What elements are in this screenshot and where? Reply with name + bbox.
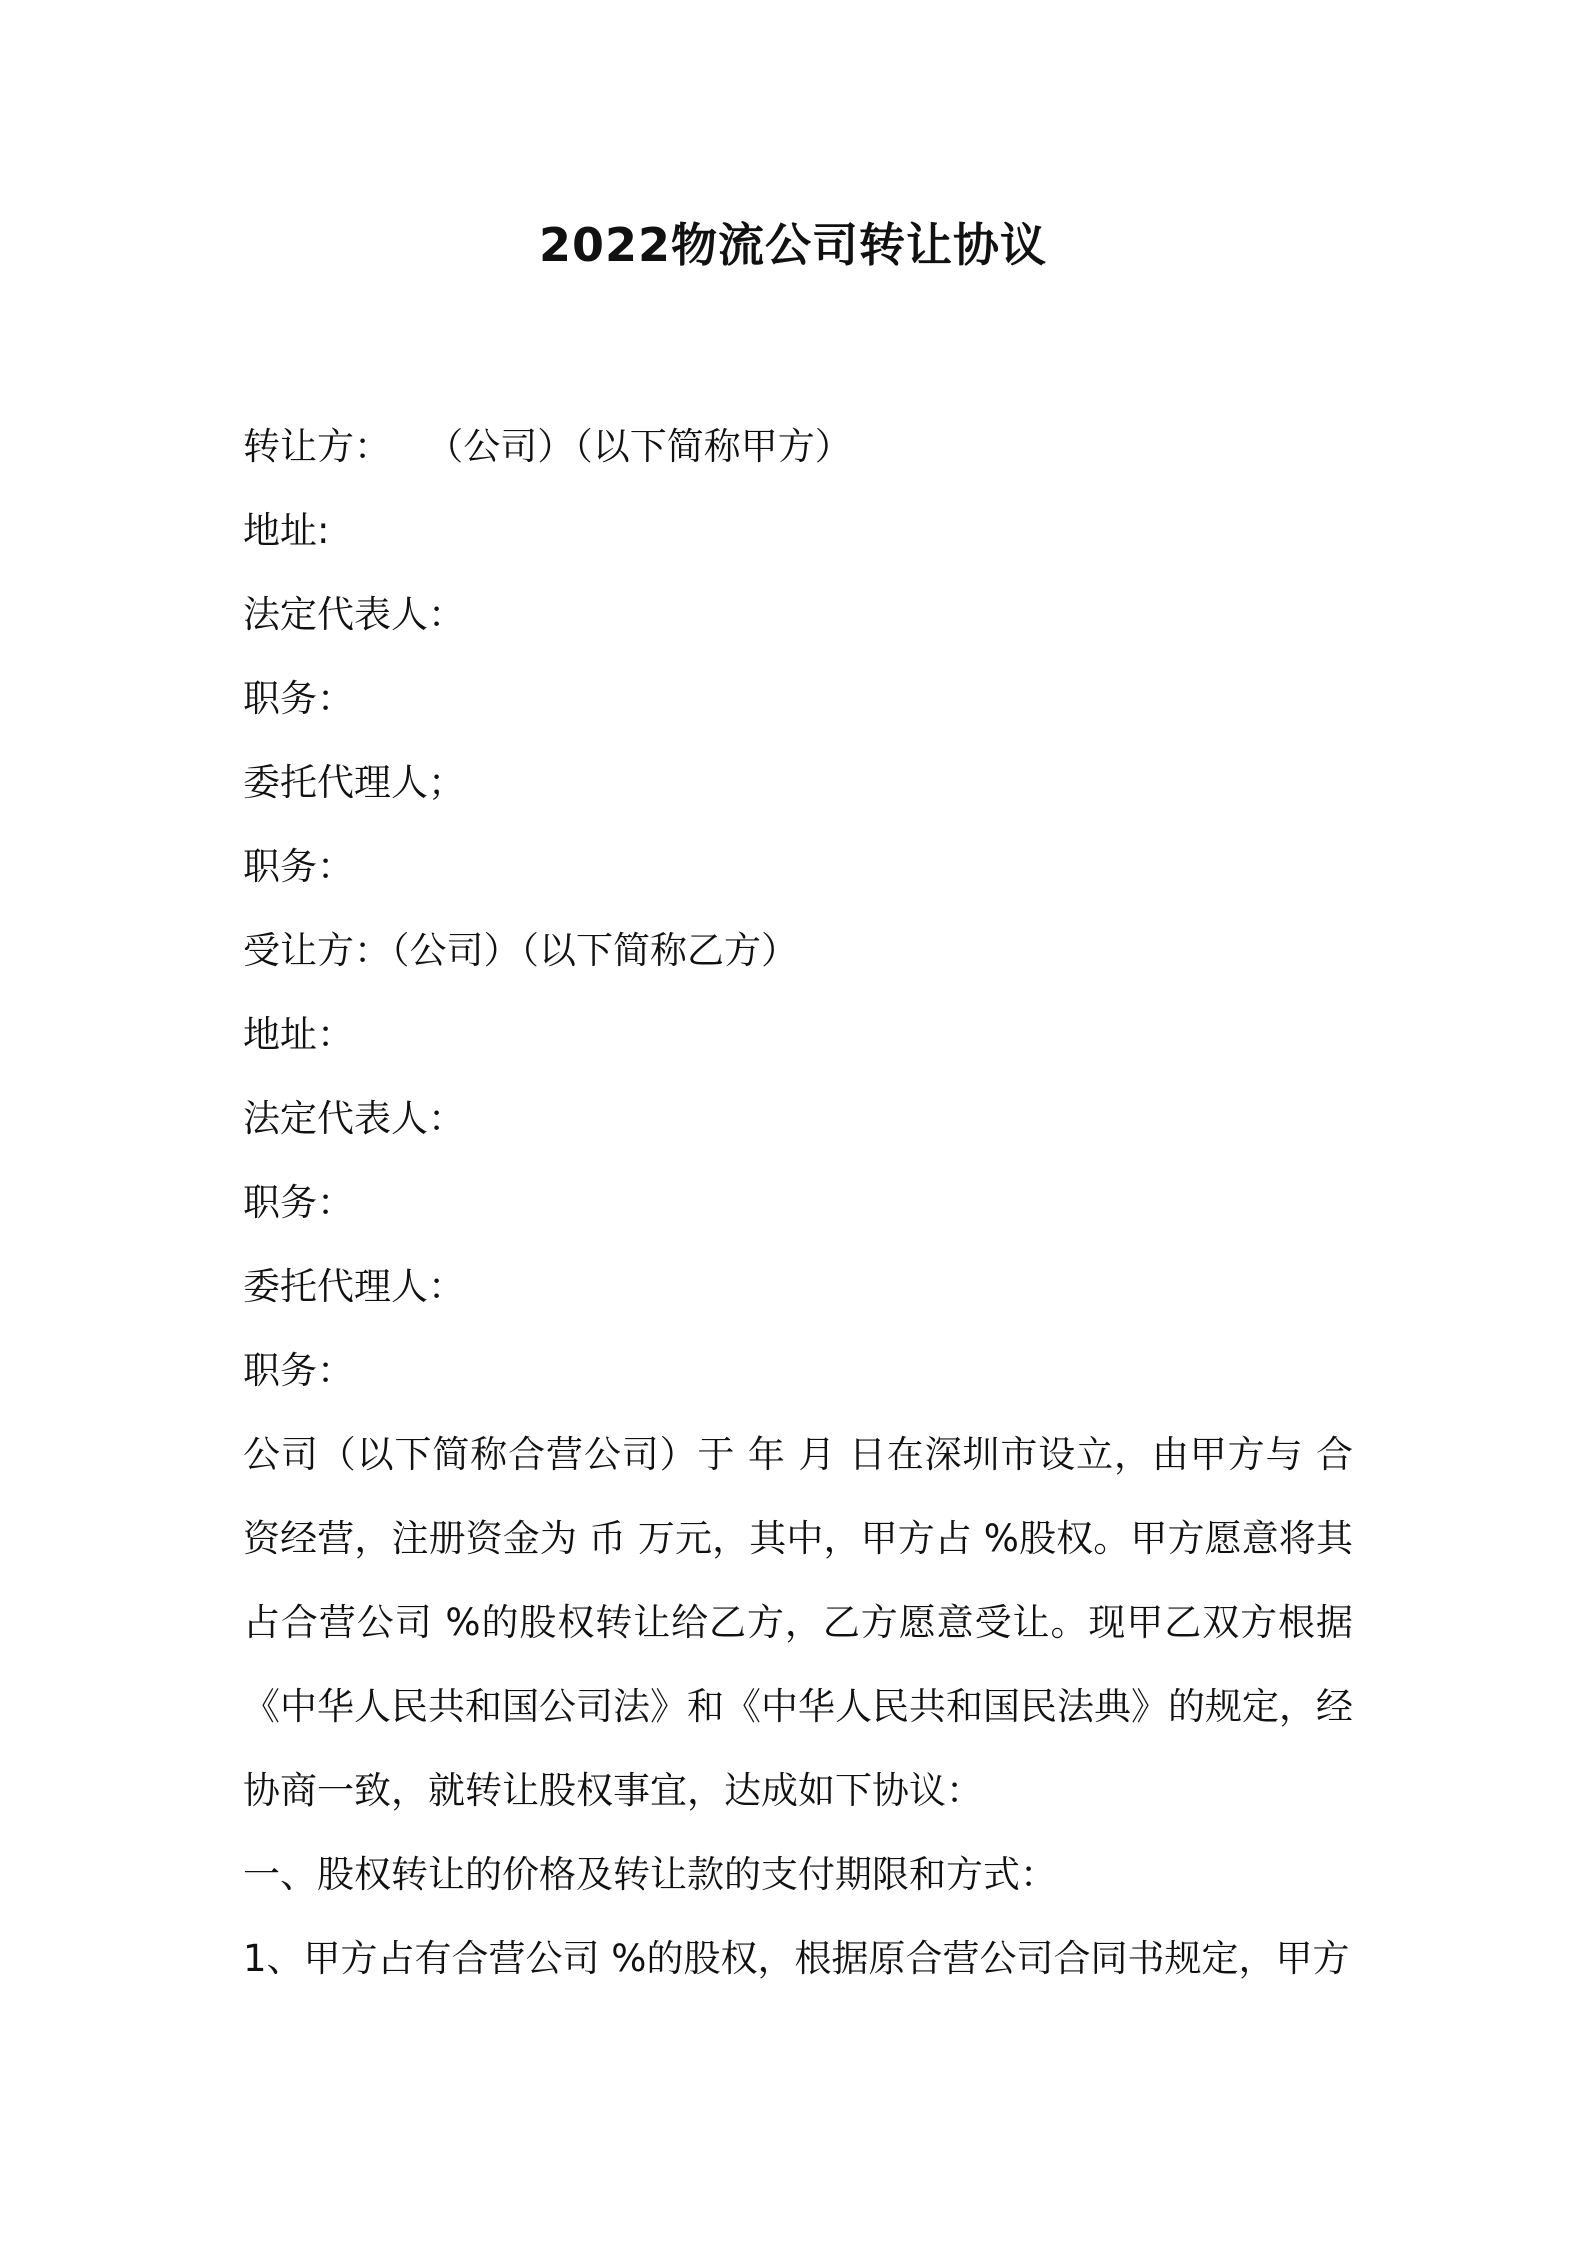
party-b-agent: 委托代理人： bbox=[243, 1265, 465, 1308]
party-a-address: 地址: bbox=[243, 509, 330, 552]
party-a-position-2: 职务： bbox=[243, 845, 354, 888]
party-a-legal-rep: 法定代表人： bbox=[243, 593, 465, 636]
clause-1-text: 1、甲方占有合营公司 %的股权，根据原合营公司合同书规定，甲方 bbox=[243, 1937, 1350, 1980]
party-a-name-line: 转让方： （公司）（以下简称甲方） bbox=[243, 425, 852, 468]
party-b-name-line: 受让方：（公司）（以下简称乙方） bbox=[243, 929, 798, 972]
party-b-legal-rep: 法定代表人： bbox=[243, 1097, 465, 1140]
party-a-agent: 委托代理人； bbox=[243, 761, 465, 804]
party-b-position-2: 职务： bbox=[243, 1349, 354, 1392]
document-body bbox=[243, 405, 1353, 2001]
section-1-heading: 一、股权转让的价格及转让款的支付期限和方式： bbox=[243, 1853, 1057, 1896]
preamble-paragraph: 公司（以下简称合营公司）于 年 月 日在深圳市设立，由甲方与 合资经营，注册资金为 币 万元，其中，甲方占 %股权。甲方愿意将其占合营公司 %的股权转让给乙方，乙方愿意受让。现甲乙双方根据《中华人民共和国公司法》和《中华人民共和国民法典》的规定，经协商一致，就转让股权事宜，达成如下协议： bbox=[243, 1433, 1353, 1812]
document-title: 2022物流公司转让协议 bbox=[538, 218, 1048, 272]
party-b-position-1: 职务： bbox=[243, 1181, 354, 1224]
party-b-address: 地址： bbox=[243, 1013, 354, 1056]
party-a-position-1: 职务： bbox=[243, 677, 354, 720]
